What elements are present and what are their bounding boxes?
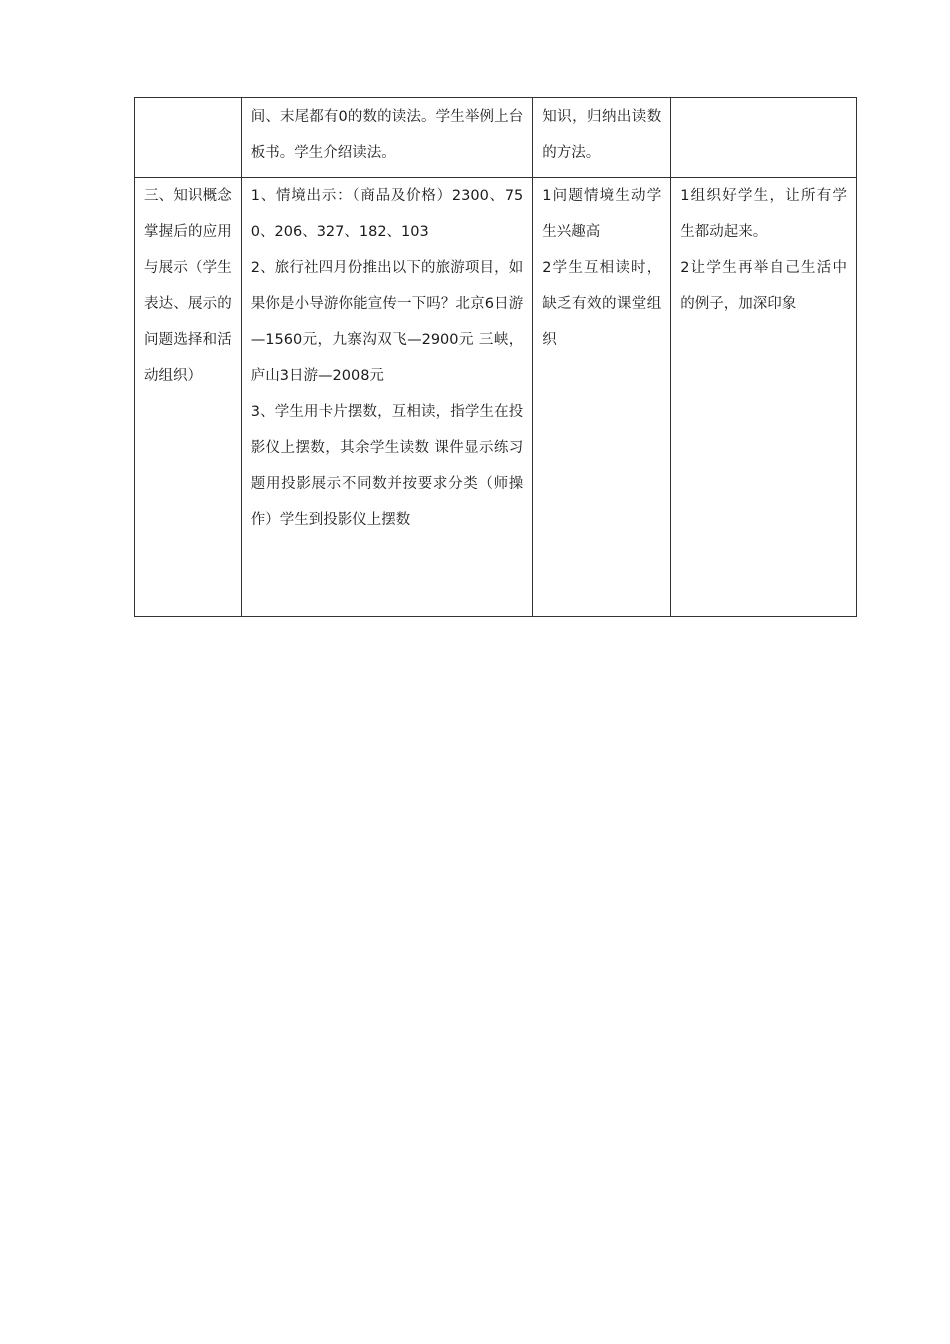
effect-item-1: 1问题情境生动学生兴趣高 bbox=[542, 188, 662, 240]
activity-item-1: 1、情境出示：（商品及价格）2300、750、206、327、182、103 bbox=[250, 188, 524, 240]
activity-cell bbox=[241, 178, 532, 617]
advice-item-2: 2让学生再举自己生活中的例子，加深印象 bbox=[680, 260, 847, 312]
advice-cell bbox=[671, 98, 857, 178]
table-row bbox=[135, 98, 857, 178]
activity-text: 间、末尾都有0的数的读法。学生举例上台板书。学生介绍读法。 bbox=[250, 109, 524, 161]
effect-cell bbox=[533, 98, 671, 178]
effect-text: 知识，归纳出读数的方法。 bbox=[542, 109, 662, 161]
stage-cell bbox=[135, 98, 242, 178]
activity-item-3: 3、学生用卡片摆数，互相读，指学生在投影仪上摆数，其余学生读数 课件显示练习题用投影展示不同数并按要求分类（师操作）学生到投影仪上摆数 bbox=[250, 404, 524, 528]
activity-cell bbox=[241, 98, 532, 178]
table-row bbox=[135, 178, 857, 617]
advice-cell bbox=[671, 178, 857, 617]
effect-item-2: 2学生互相读时，缺乏有效的课堂组织 bbox=[542, 260, 662, 348]
lesson-plan-table bbox=[134, 97, 857, 617]
stage-cell bbox=[135, 178, 242, 617]
advice-item-1: 1组织好学生，让所有学生都动起来。 bbox=[680, 188, 847, 240]
effect-cell bbox=[533, 178, 671, 617]
stage-text: 三、知识概念掌握后的应用与展示（学生表达、展示的问题选择和活动组织） bbox=[144, 188, 232, 384]
activity-item-2: 2、旅行社四月份推出以下的旅游项目，如果你是小导游你能宣传一下吗？北京6日游—1560元，九寨沟双飞—2900元 三峡，庐山3日游—2008元 bbox=[250, 260, 524, 384]
